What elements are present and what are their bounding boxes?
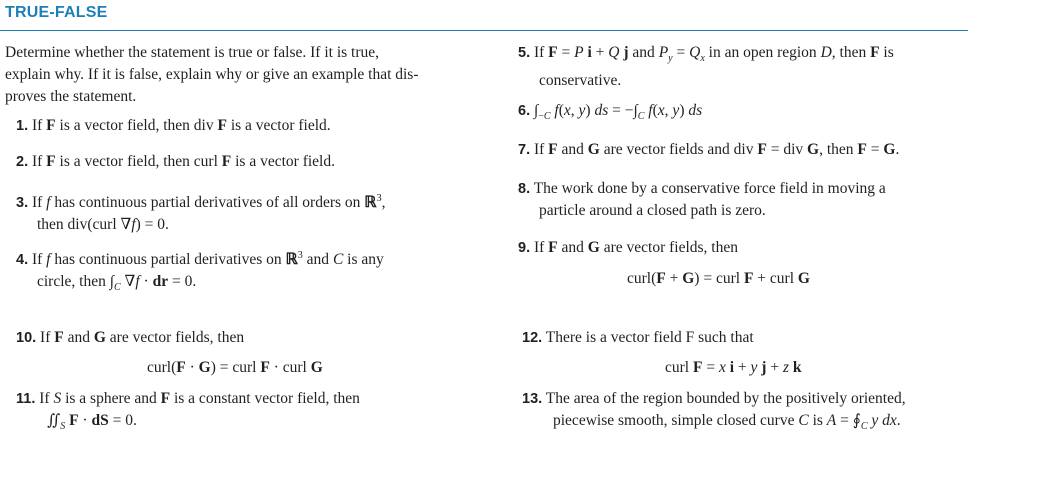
item-10: 10. If F and G are vector fields, then <box>16 327 244 349</box>
section-title: TRUE-FALSE <box>5 4 108 21</box>
item-10-equation: curl(F · G) = curl F · curl G <box>147 359 323 376</box>
item-6: 6. $\int_{-C}$ f(x, y) ds = $-\int_C$ f(x, y) ds <box>518 102 703 123</box>
item-8 <box>518 178 886 222</box>
item-8-line-1: The work done by a conservative force field in moving a <box>533 180 886 197</box>
item-9: 9. If F and G are vector fields, then <box>518 237 738 259</box>
item-number: 4. <box>16 252 29 269</box>
item-number: 5. <box>518 45 531 61</box>
item-8-line-2: particle around a closed path is zero. <box>539 202 766 219</box>
item-7: 7. If F and G are vector fields and div F = div G, then F = G. <box>518 139 899 161</box>
item-12 <box>522 327 754 349</box>
item-number: 11. <box>16 391 36 407</box>
item-4: 4. If f has continuous partial derivatives on ℝ$^3$ and C is any circle, then $\int_C$ ∇f · dr = 0. <box>16 250 384 294</box>
item-number: 1. <box>16 118 29 134</box>
item-number: 3. <box>16 195 29 212</box>
item-number: 6. <box>518 103 531 119</box>
item-3: 3. If f has continuous partial derivatives of all orders on ℝ$^3$, then div(curl ∇f) = 0. <box>16 193 386 234</box>
item-number: 13. <box>522 391 543 407</box>
intro-line-2: explain why. If it is false, explain why or give an example that dis- <box>5 66 419 83</box>
item-9-equation: curl(F + G) = curl F + curl G <box>627 270 810 287</box>
item-2: 2. If F is a vector field, then curl F is a vector field. <box>16 151 335 173</box>
item-1: 1. If F is a vector field, then div F is a vector field. <box>16 115 331 137</box>
item-number: 8. <box>518 181 531 197</box>
item-12-line-1: There is a vector field F such that <box>545 329 754 346</box>
item-number: 12. <box>522 330 543 346</box>
item-13: 13. The area of the region bounded by the positively oriented, piecewise smooth, simple closed curve C is $A = ∮_C$ y dx. <box>522 390 906 433</box>
intro-line-3: proves the statement. <box>5 88 137 105</box>
item-number: 9. <box>518 240 531 256</box>
intro-line-1: Determine whether the statement is true or false. If it is true, <box>5 44 380 61</box>
item-number: 10. <box>16 330 37 346</box>
item-number: 7. <box>518 142 531 158</box>
header-rule <box>0 30 968 31</box>
item-12-equation: curl F = x i + y j + z k <box>665 359 802 376</box>
intro-paragraph <box>5 42 419 108</box>
item-5: 5. If F = P i + Q j and $P_y = Q_x$ in an open region D, then F is conservative. <box>518 44 894 90</box>
item-11: 11. If S is a sphere and F is a constant vector field, then $∬_S$ F · dS = 0. <box>16 390 360 433</box>
item-number: 2. <box>16 154 29 170</box>
